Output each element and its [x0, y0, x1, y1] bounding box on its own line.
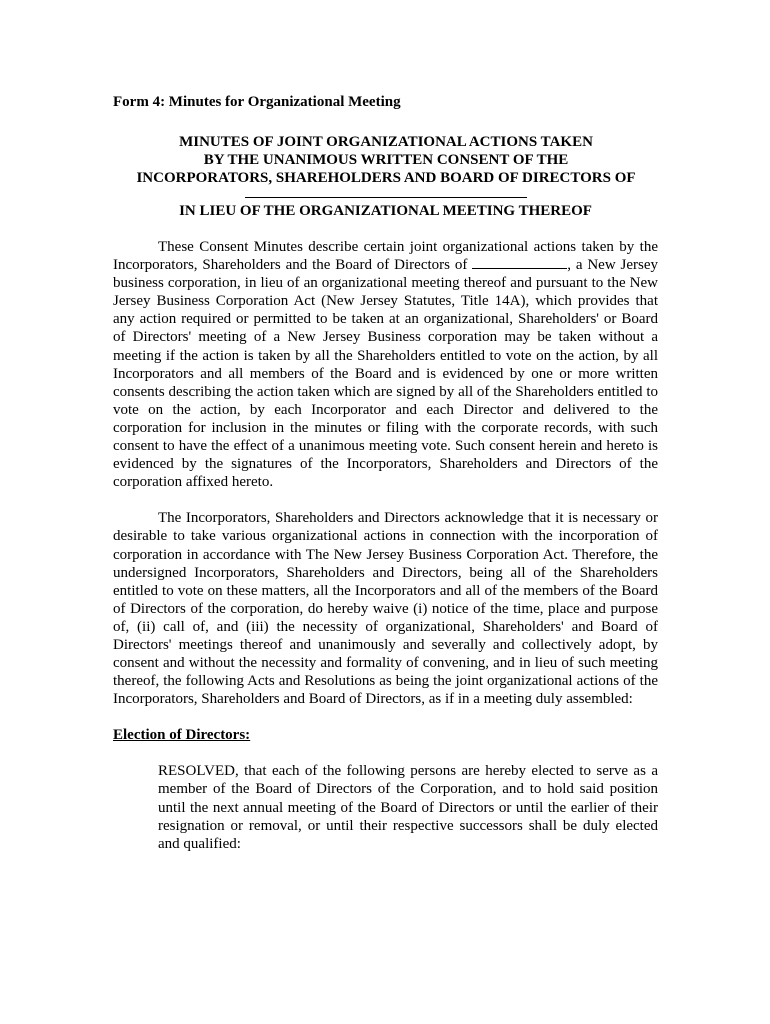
paragraph-consent-minutes: [113, 238, 658, 491]
title-line-3: INCORPORATORS, SHAREHOLDERS AND BOARD OF DIRECTORS OF: [136, 170, 636, 186]
form-label: Form 4: Minutes for Organizational Meeting: [113, 94, 401, 110]
document-subtitle: IN LIEU OF THE ORGANIZATIONAL MEETING THEREOF: [179, 203, 592, 219]
paragraph-consent-minutes-part1: These Consent Minutes describe certain joint organizational actions taken by the Incorporators, Shareholders and the Board of Directors of: [113, 239, 658, 274]
corporation-name-blank: [245, 189, 527, 198]
document-title: [107, 133, 665, 198]
title-line-1: MINUTES OF JOINT ORGANIZATIONAL ACTIONS TAKEN: [179, 134, 593, 150]
paragraph-acknowledgement: The Incorporators, Shareholders and Directors acknowledge that it is necessary or desirable to take various organizational actions in connection with the incorporation of corporation in accordance with The New Jersey Business Corporation Act. Therefore, the undersigned Incorporators, Shareholders and Directors, being all of the Shareholders entitled to vote on these matters, all the Incorporators and all of the members of the Board of Directors of the corporation, do hereby waive (i) notice of the time, place and purpose of, (ii) call of, and (iii) the necessity of organizational, Shareholders' and Board of Directors' meetings thereof and unanimously and severally and collectively adopt, by consent and without the necessity and formality of convening, and in lieu of such meeting thereof, the following Acts and Resolutions as being the joint organizational actions of the Incorporators, Shareholders and Board of Directors, as if in a meeting duly assembled:: [113, 510, 658, 708]
document-page: [113, 93, 658, 853]
corporation-name-fill-blank: [472, 256, 567, 269]
resolved-paragraph: RESOLVED, that each of the following persons are hereby elected to serve as a member of the Board of Directors of the Corporation, and to hold said position until the next annual meeting of the Board of Directors or until the earlier of their resignation or removal, or until their respective successors shall be duly elected and qualified:: [158, 763, 658, 852]
paragraph-consent-minutes-part2: , a New Jersey business corporation, in lieu of an organizational meeting thereof and pursuant to the New Jersey Business Corporation Act (New Jersey Statutes, Title 14A), which provides that any action required or permitted to be taken at an organizational, Shareholders' or Board of Directors' meeting of a New Jersey Business corporation may be taken without a meeting if the action is taken by all the Shareholders entitled to vote on the action, by all Incorporators and all members of the Board and is evidenced by one or more written consents describing the action taken which are signed by all of the Shareholders entitled to vote on the action, by each Incorporator and each Director and delivered to the corporation for inclusion in the minutes or filing with the corporate records, with such consent to have the effect of a unanimous meeting vote. Such consent herein and hereto is evidenced by the signatures of the Incorporators, Shareholders and Directors of the corporation affixed hereto.: [113, 257, 659, 491]
section-heading-election: Election of Directors:: [113, 727, 251, 744]
title-line-2: BY THE UNANIMOUS WRITTEN CONSENT OF THE: [203, 152, 569, 168]
